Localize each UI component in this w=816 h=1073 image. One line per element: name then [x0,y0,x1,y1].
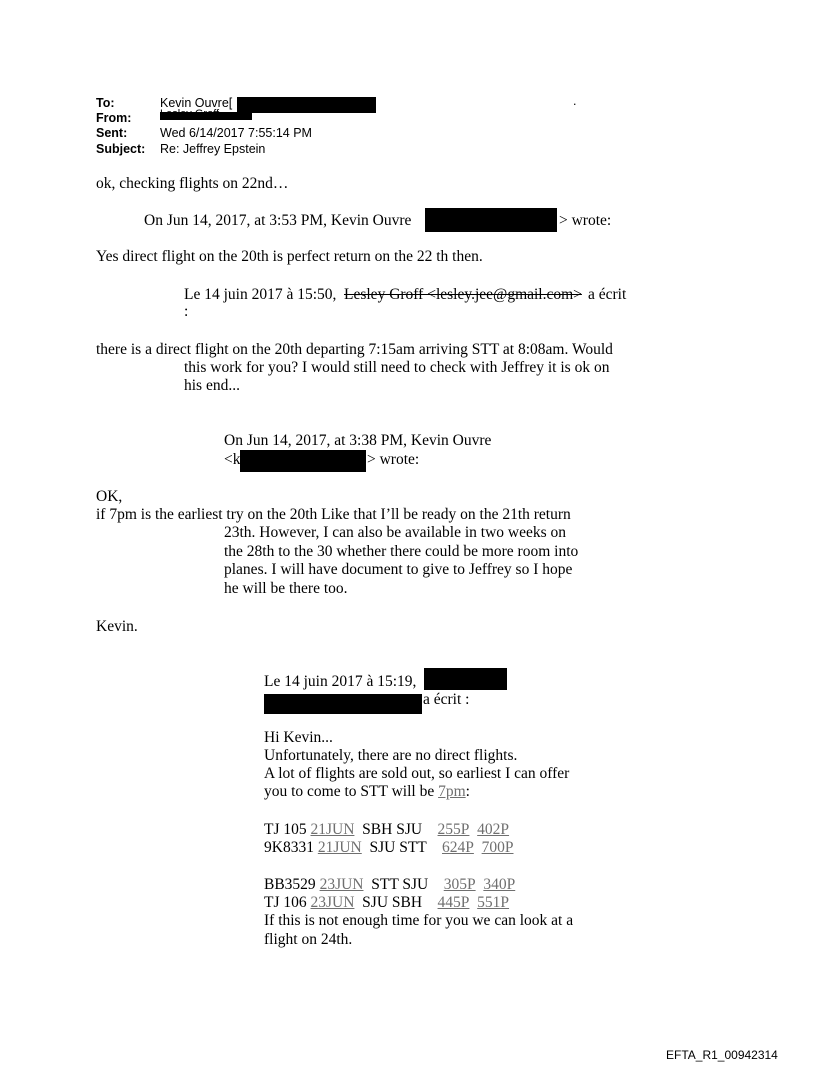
redaction-block [237,97,376,113]
flight-arr-link[interactable]: 402P [477,821,510,838]
flight-row [264,838,514,857]
flight-number: TJ 105 [264,821,311,838]
flight-row [264,893,509,912]
message-text: Unfortunately, there are no direct flights. [264,747,518,764]
message-text: Hi Kevin... [264,729,333,746]
quote-header: > wrote: [367,451,420,468]
message-text: A lot of flights are sold out, so earliest I can offer [264,765,570,782]
quote-header: Le 14 juin 2017 à 15:19, [264,673,417,690]
message-text: OK, [96,488,123,505]
message-text: the 28th to the 30 whether there could be more room into [224,543,579,560]
punctuation: : [465,783,470,800]
signature: Kevin. [96,618,138,635]
message-text: if 7pm is the earliest try on the 20th Like that I’ll be ready on the 21th return [96,506,571,523]
quote-header-sender: Lesley Groff <lesley.jee@gmail.com> [344,286,582,303]
message-text: 23th. However, I can also be available in two weeks on [224,524,566,541]
redaction-block [424,668,507,690]
flight-arr-link[interactable]: 340P [483,876,516,893]
flight-date-link[interactable]: 23JUN [319,876,364,893]
message-text: ok, checking flights on 22nd… [96,175,289,192]
quote-header: <k [224,451,241,468]
subject-value: Re: Jeffrey Epstein [160,142,266,156]
flight-arr-link[interactable]: 700P [481,839,514,856]
from-label: From: [96,111,132,125]
flight-number: TJ 106 [264,894,311,911]
sent-value: Wed 6/14/2017 7:55:14 PM [160,126,312,140]
message-text: his end... [184,377,240,394]
flight-row [264,820,509,839]
flight-date-link[interactable]: 21JUN [317,839,362,856]
quote-header: a écrit : [423,691,470,708]
message-text [264,782,470,801]
flight-number: 9K8331 [264,839,318,856]
quote-header: > wrote: [559,212,612,229]
flight-dep-link[interactable]: 624P [442,839,474,856]
flight-dep-link[interactable]: 305P [443,876,476,893]
flight-dep-link[interactable]: 445P [437,894,470,911]
message-text: Yes direct flight on the 20th is perfect return on the 22 th then. [96,248,483,265]
flight-row [264,875,515,894]
time-link[interactable]: 7pm [438,783,466,800]
flight-date-link[interactable]: 23JUN [310,894,355,911]
message-text: he will be there too. [224,580,348,597]
to-label: To: [96,96,115,110]
message-text: planes. I will have document to give to Jeffrey so I hope [224,561,573,578]
sent-label: Sent: [96,126,128,140]
flight-number: BB3529 [264,876,320,893]
flight-dep-link[interactable]: 255P [437,821,470,838]
redaction-block [425,208,557,232]
redaction-block [264,694,422,714]
flight-route: SJU SBH [354,894,438,911]
message-text: If this is not enough time for you we can look at a [264,912,574,929]
redaction-block [160,112,252,120]
message-text: flight on 24th. [264,931,353,948]
flight-date-link[interactable]: 21JUN [310,821,355,838]
flight-arr-link[interactable]: 551P [477,894,510,911]
flight-route: STT SJU [363,876,444,893]
flight-route: SBH SJU [354,821,438,838]
to-value: Kevin Ouvre[ [160,96,233,110]
document-id: EFTA_R1_00942314 [666,1048,778,1062]
stray-dot: . [573,94,577,108]
message-text: there is a direct flight on the 20th departing 7:15am arriving STT at 8:08am. Would [96,341,613,358]
flight-route: SJU STT [361,839,442,856]
quote-header: On Jun 14, 2017, at 3:53 PM, Kevin Ouvre [144,212,412,229]
message-text: this work for you? I would still need to check with Jeffrey it is ok on [184,359,610,376]
quote-header: a écrit [588,286,627,303]
quote-header: : [184,303,189,320]
quote-header: Le 14 juin 2017 à 15:50, [184,286,337,303]
redaction-block [240,450,366,472]
subject-label: Subject: [96,142,146,156]
message-text: you to come to STT will be [264,783,439,800]
quote-header: On Jun 14, 2017, at 3:38 PM, Kevin Ouvre [224,432,492,449]
